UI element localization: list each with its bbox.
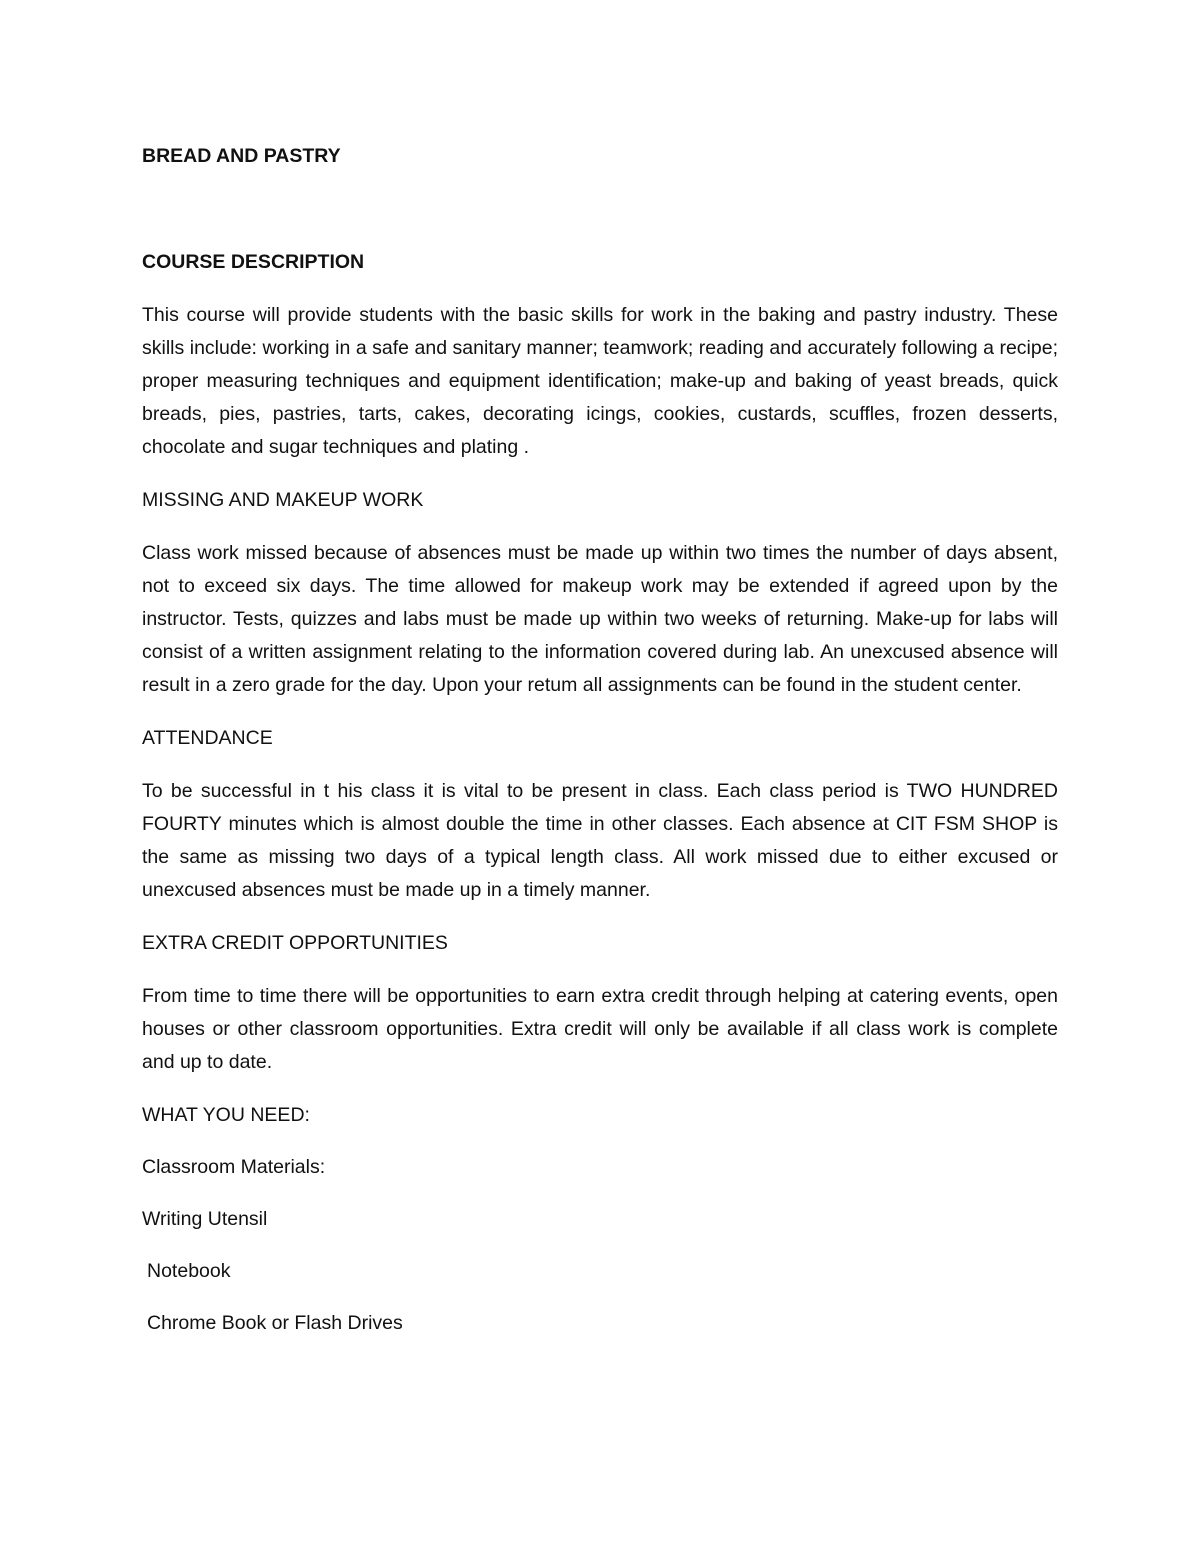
extra-credit-heading: EXTRA CREDIT OPPORTUNITIES <box>142 932 448 954</box>
classroom-materials-label: Classroom Materials: <box>142 1156 326 1178</box>
course-description-heading: COURSE DESCRIPTION <box>142 251 365 273</box>
materials-item-notebook: Notebook <box>147 1260 231 1282</box>
extra-credit-text: From time to time there will be opportunities to earn extra credit through helping at catering events, open houses or other classroom opportunities. Extra credit will only be available if all class work is complete and up to date. <box>142 985 1058 1073</box>
what-you-need-heading: WHAT YOU NEED: <box>142 1104 310 1126</box>
attendance-heading: ATTENDANCE <box>142 727 273 749</box>
missing-work-text: Class work missed because of absences must be made up within two times the number of days absent, not to exceed six days. The time allowed for makeup work may be extended if agreed upon by the instructor. Tests, quizzes and labs must be made up within two weeks of returning. Make-up for labs will consist of a written assignment relating to the information covered during lab. An unexcused absence will result in a zero grade for the day. Upon your retum all assignments can be found in the student center. <box>142 542 1058 696</box>
course-description-text: This course will provide students with the basic skills for work in the baking and pastry industry. These skills include: working in a safe and sanitary manner; teamwork; reading and accurately following a recipe; proper measuring techniques and equipment identification; make-up and baking of yeast breads, quick breads, pies, pastries, tarts, cakes, decorating icings, cookies, custards, scuffles, frozen desserts, chocolate and sugar techniques and plating . <box>142 304 1058 458</box>
materials-item-writing-utensil: Writing Utensil <box>142 1208 268 1230</box>
document-title: BREAD AND PASTRY <box>142 145 341 167</box>
missing-work-heading: MISSING AND MAKEUP WORK <box>142 489 424 511</box>
document-body <box>142 140 1058 1359</box>
materials-item-chrome-book: Chrome Book or Flash Drives <box>147 1312 403 1334</box>
attendance-text: To be successful in t his class it is vital to be present in class. Each class period is TWO HUNDRED FOURTY minutes which is almost double the time in other classes. Each absence at CIT FSM SHOP is the same as missing two days of a typical length class. All work missed due to either excused or unexcused absences must be made up in a timely manner. <box>142 780 1058 901</box>
